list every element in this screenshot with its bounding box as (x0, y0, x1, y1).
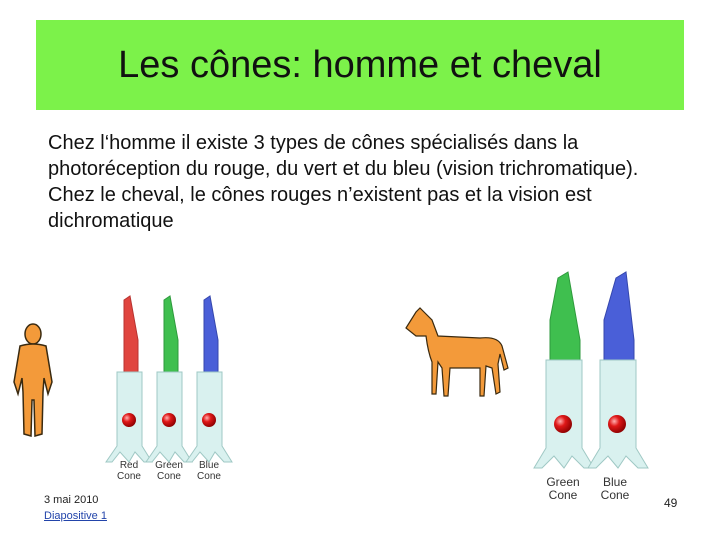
label-line: Cone (197, 471, 221, 482)
label-line: Cone (600, 488, 630, 502)
label-green-cone (149, 460, 189, 482)
human-red-cone (106, 296, 152, 462)
label-line: Cone (157, 471, 181, 482)
paragraph-human: Chez l‘homme il existe 3 types de cônes spécialisés dans la photoréception du rouge, du vert et du bleu (vision trichromatique). (48, 132, 639, 180)
label-line: Green (155, 460, 183, 471)
label-line: Cone (548, 488, 578, 502)
label-line: Red (119, 460, 139, 471)
label-horse-green-cone (538, 476, 588, 502)
footer-slide-link[interactable]: Diapositive 1 (44, 510, 107, 522)
paragraph-horse: Chez le cheval, le cônes rouges n’existent pas et la vision est dichromatique (48, 184, 592, 232)
label-line: Blue (198, 460, 219, 471)
horse-blue-cone (588, 272, 648, 468)
label-line: Blue (602, 475, 628, 489)
label-line: Green (546, 475, 580, 489)
label-blue-cone (189, 460, 229, 482)
page-number: 49 (664, 496, 678, 510)
label-horse-blue-cone (590, 476, 640, 502)
footer-date: 3 mai 2010 (44, 494, 99, 506)
label-line: Cone (117, 471, 141, 482)
horse-green-cone (534, 272, 594, 468)
human-blue-cone (186, 296, 232, 462)
human-green-cone (146, 296, 192, 462)
label-red-cone (109, 460, 149, 482)
slide-title: Les cônes: homme et cheval (118, 43, 602, 86)
